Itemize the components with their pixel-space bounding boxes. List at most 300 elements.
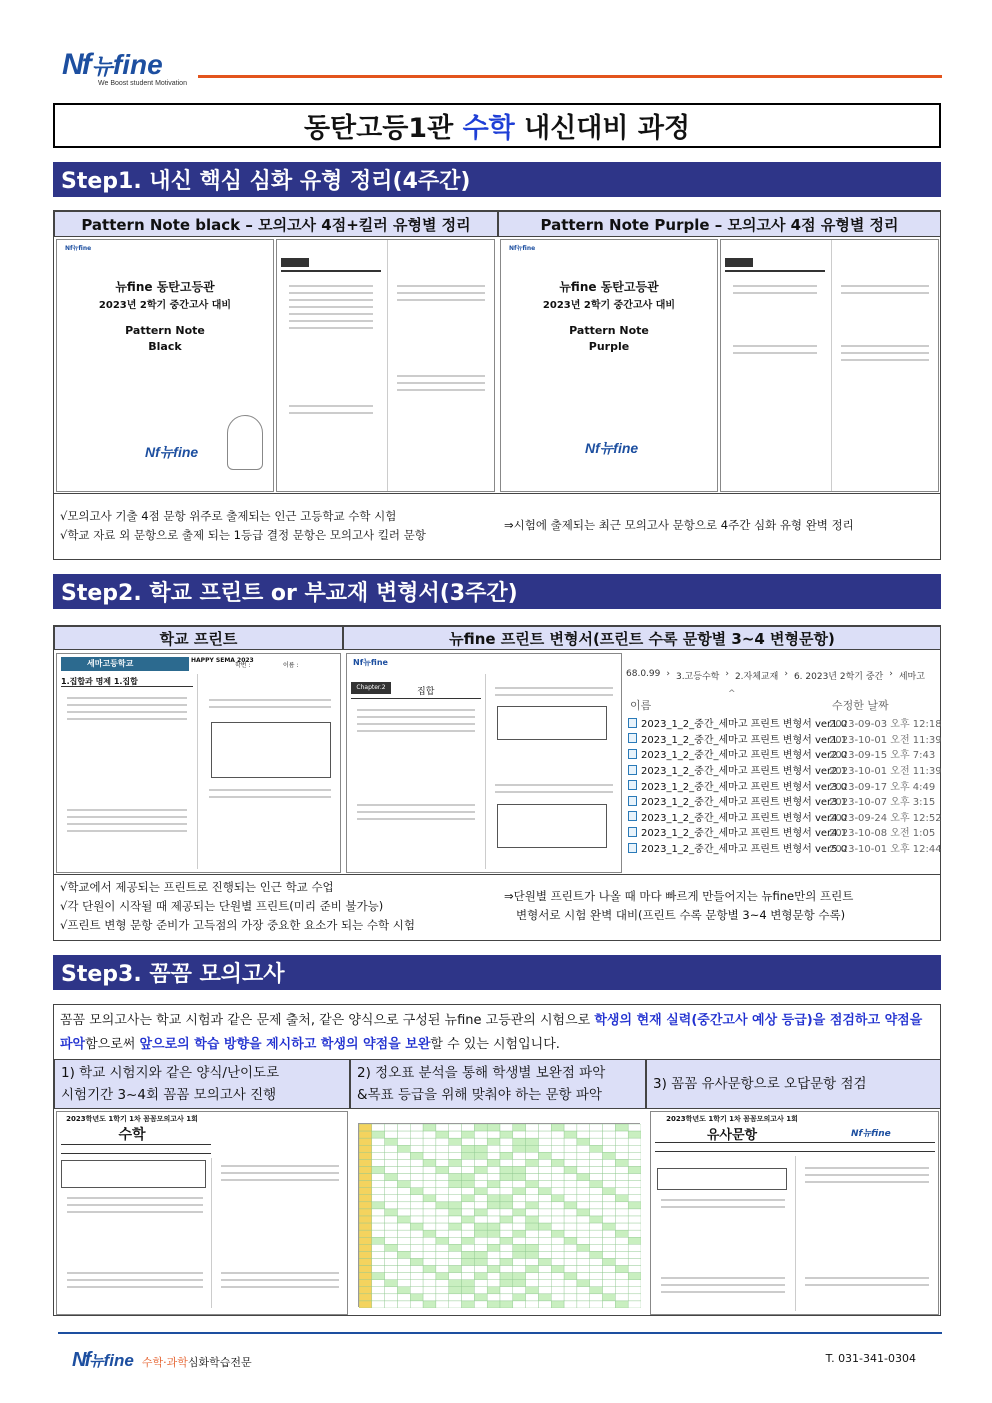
grid-cell bbox=[462, 1188, 475, 1195]
grading-grid bbox=[358, 1123, 640, 1307]
grid-cell bbox=[615, 1258, 628, 1265]
grid-cell bbox=[526, 1152, 539, 1159]
exam-thumb: 2023학년도 1학기 1차 꼼꼼모의고사 1회 수학 bbox=[56, 1111, 348, 1315]
grid-cell bbox=[474, 1280, 487, 1287]
grid-cell bbox=[410, 1124, 423, 1131]
grid-cell bbox=[449, 1131, 462, 1138]
grid-cell bbox=[577, 1159, 590, 1166]
grid-cell bbox=[410, 1166, 423, 1173]
grid-cell bbox=[462, 1181, 475, 1188]
grid-cell bbox=[628, 1188, 641, 1195]
grid-cell bbox=[615, 1138, 628, 1145]
grid-cell bbox=[462, 1159, 475, 1166]
grid-cell bbox=[385, 1273, 398, 1280]
grid-cell bbox=[487, 1273, 500, 1280]
grid-cell bbox=[500, 1273, 513, 1280]
grid-cell bbox=[615, 1230, 628, 1237]
grid-cell bbox=[564, 1124, 577, 1131]
grid-cell bbox=[385, 1258, 398, 1265]
grid-cell bbox=[551, 1294, 564, 1301]
grid-cell bbox=[513, 1209, 526, 1216]
grid-cell bbox=[603, 1131, 616, 1138]
grid-cell bbox=[462, 1209, 475, 1216]
grid-cell bbox=[436, 1258, 449, 1265]
print-chapter: 1.집합과 명제 1.집합 bbox=[61, 677, 138, 686]
grid-cell bbox=[500, 1181, 513, 1188]
grid-cell bbox=[474, 1209, 487, 1216]
step2-note-2: √각 단원이 시작될 때 제공되는 단원별 프린트(미리 준비 불가능) bbox=[60, 899, 384, 913]
file-row[interactable]: 2023_1_2_중간_세마고 프린트 변형서 ver3.1 2023-10-07 오후 3:15 bbox=[628, 793, 942, 809]
grid-cell bbox=[359, 1131, 372, 1138]
grid-cell bbox=[359, 1145, 372, 1152]
grid-cell bbox=[385, 1152, 398, 1159]
page-black-thumb bbox=[276, 239, 495, 492]
grid-cell bbox=[423, 1152, 436, 1159]
grid-cell bbox=[397, 1223, 410, 1230]
grid-cell bbox=[474, 1195, 487, 1202]
grid-cell bbox=[577, 1294, 590, 1301]
grid-cell bbox=[551, 1258, 564, 1265]
school-happy: HAPPY SEMA 2023 bbox=[191, 657, 254, 664]
grid-cell bbox=[564, 1287, 577, 1294]
grid-cell bbox=[474, 1223, 487, 1230]
grid-cell bbox=[474, 1230, 487, 1237]
grid-cell bbox=[513, 1273, 526, 1280]
grid-cell bbox=[436, 1223, 449, 1230]
grid-cell bbox=[487, 1301, 500, 1308]
grid-cell bbox=[551, 1209, 564, 1216]
grid-cell bbox=[410, 1223, 423, 1230]
grid-cell bbox=[577, 1266, 590, 1273]
grid-cell bbox=[462, 1266, 475, 1273]
grid-cell bbox=[423, 1124, 436, 1131]
cover-black-l4: Black bbox=[148, 340, 182, 353]
grid-cell bbox=[551, 1266, 564, 1273]
step3-bar: Step3. 꼼꼼 모의고사 bbox=[53, 955, 941, 990]
title-part1: 동탄고등1관 bbox=[303, 113, 463, 144]
grid-cell bbox=[385, 1287, 398, 1294]
grid-cell bbox=[359, 1188, 372, 1195]
grid-cell bbox=[423, 1287, 436, 1294]
grid-cell bbox=[526, 1237, 539, 1244]
grid-cell bbox=[526, 1301, 539, 1308]
grid-cell bbox=[615, 1202, 628, 1209]
grid-cell bbox=[551, 1230, 564, 1237]
grid-cell bbox=[538, 1273, 551, 1280]
grid-cell bbox=[500, 1152, 513, 1159]
document-icon bbox=[628, 811, 637, 821]
file-row[interactable]: 2023_1_2_중간_세마고 프린트 변형서 ver4.0 2023-09-24 오후 12:52 bbox=[628, 809, 942, 825]
grid-cell bbox=[628, 1266, 641, 1273]
grid-cell bbox=[462, 1280, 475, 1287]
grid-cell bbox=[359, 1166, 372, 1173]
variant-chapter: Chapter.2 bbox=[351, 682, 391, 694]
grid-cell bbox=[526, 1195, 539, 1202]
grid-cell bbox=[513, 1223, 526, 1230]
step2-notes-left bbox=[60, 878, 415, 935]
grid-cell bbox=[410, 1244, 423, 1251]
grid-cell bbox=[564, 1174, 577, 1181]
logo-fine: fine bbox=[112, 49, 163, 80]
grid-cell bbox=[564, 1166, 577, 1173]
grid-cell bbox=[526, 1138, 539, 1145]
document-icon bbox=[628, 749, 637, 759]
col-name-header[interactable]: 이름 bbox=[630, 699, 652, 712]
grid-cell bbox=[474, 1301, 487, 1308]
grid-cell bbox=[615, 1131, 628, 1138]
grid-cell bbox=[385, 1195, 398, 1202]
grid-cell bbox=[449, 1273, 462, 1280]
grid-cell bbox=[410, 1131, 423, 1138]
grid-cell bbox=[526, 1266, 539, 1273]
crumb-1[interactable]: 68.0.99 bbox=[626, 669, 661, 679]
grid-cell bbox=[410, 1216, 423, 1223]
grid-cell bbox=[397, 1266, 410, 1273]
grid-cell bbox=[513, 1301, 526, 1308]
grid-cell bbox=[397, 1230, 410, 1237]
grid-cell bbox=[577, 1258, 590, 1265]
grid-cell bbox=[603, 1138, 616, 1145]
grid-cell bbox=[397, 1152, 410, 1159]
grid-cell bbox=[538, 1202, 551, 1209]
grid-cell bbox=[359, 1223, 372, 1230]
grid-cell bbox=[564, 1301, 577, 1308]
grid-cell bbox=[538, 1266, 551, 1273]
grid-cell bbox=[513, 1166, 526, 1173]
grid-cell bbox=[410, 1294, 423, 1301]
footer-tag-a: 수학·과학 bbox=[141, 1356, 188, 1369]
crumb-5[interactable]: 세마고 bbox=[898, 672, 925, 682]
grid-cell bbox=[449, 1244, 462, 1251]
grid-cell bbox=[487, 1152, 500, 1159]
grid-cell bbox=[449, 1195, 462, 1202]
grid-cell bbox=[487, 1181, 500, 1188]
grid-cell bbox=[385, 1237, 398, 1244]
grid-cell bbox=[615, 1174, 628, 1181]
grid-cell bbox=[526, 1188, 539, 1195]
grid-cell bbox=[500, 1188, 513, 1195]
grid-cell bbox=[372, 1273, 385, 1280]
grid-cell bbox=[372, 1174, 385, 1181]
grid-cell bbox=[474, 1287, 487, 1294]
grid-cell bbox=[423, 1223, 436, 1230]
grid-cell bbox=[423, 1138, 436, 1145]
grid-cell bbox=[551, 1273, 564, 1280]
grid-cell bbox=[487, 1223, 500, 1230]
grid-cell bbox=[359, 1301, 372, 1308]
grid-cell bbox=[603, 1209, 616, 1216]
cover-black-l3: Pattern Note bbox=[125, 324, 205, 337]
grid-cell bbox=[526, 1280, 539, 1287]
step1-head-left: Pattern Note black – 모의고사 4점+킬러 유형별 정리 bbox=[54, 211, 498, 237]
crumb-4[interactable]: 6. 2023년 2학기 중간 bbox=[793, 672, 884, 682]
grid-cell bbox=[564, 1294, 577, 1301]
grid-cell bbox=[474, 1237, 487, 1244]
grid-cell bbox=[436, 1280, 449, 1287]
grid-cell bbox=[577, 1166, 590, 1173]
file-row[interactable]: 2023_1_2_중간_세마고 프린트 변형서 ver4.1 2023-10-08 오전 1:05 bbox=[628, 824, 942, 840]
grid-cell bbox=[551, 1181, 564, 1188]
grid-cell bbox=[436, 1301, 449, 1308]
grid-cell bbox=[385, 1131, 398, 1138]
grid-cell bbox=[628, 1301, 641, 1308]
grid-cell bbox=[449, 1181, 462, 1188]
grid-cell bbox=[372, 1280, 385, 1287]
grid-cell bbox=[423, 1188, 436, 1195]
grid-cell bbox=[615, 1145, 628, 1152]
grid-cell bbox=[397, 1237, 410, 1244]
grid-cell bbox=[449, 1209, 462, 1216]
grid-cell bbox=[487, 1230, 500, 1237]
grid-cell bbox=[385, 1138, 398, 1145]
grid-cell bbox=[551, 1202, 564, 1209]
grid-cell bbox=[487, 1237, 500, 1244]
grid-cell bbox=[449, 1258, 462, 1265]
grid-cell bbox=[590, 1223, 603, 1230]
grid-cell bbox=[423, 1244, 436, 1251]
file-row[interactable]: 2023_1_2_중간_세마고 프린트 변형서 ver2.1 2023-10-01 오전 11:39 bbox=[628, 762, 942, 778]
grid-cell bbox=[462, 1258, 475, 1265]
grid-cell bbox=[538, 1131, 551, 1138]
page-title bbox=[53, 103, 941, 148]
grid-cell bbox=[410, 1280, 423, 1287]
grid-cell bbox=[628, 1174, 641, 1181]
grid-cell bbox=[615, 1301, 628, 1308]
grid-cell bbox=[397, 1188, 410, 1195]
grid-cell bbox=[500, 1138, 513, 1145]
file-row[interactable]: 2023_1_2_중간_세마고 프린트 변형서 ver1.0 2023-09-03 오후 12:18 bbox=[628, 715, 942, 731]
grid-cell bbox=[397, 1166, 410, 1173]
grid-cell bbox=[372, 1230, 385, 1237]
breadcrumb: 68.0.99 › 3.고등수학 › 2.자체교재 › 6. 2023년 2학기 중간 › 세마고 bbox=[626, 669, 925, 682]
grid-cell bbox=[372, 1266, 385, 1273]
file-list bbox=[628, 715, 942, 855]
grid-cell bbox=[436, 1287, 449, 1294]
grid-cell bbox=[628, 1159, 641, 1166]
grid-cell bbox=[513, 1266, 526, 1273]
grid-cell bbox=[385, 1202, 398, 1209]
grid-cell bbox=[564, 1244, 577, 1251]
grid-cell bbox=[513, 1195, 526, 1202]
grid-cell bbox=[359, 1138, 372, 1145]
title-subject: 수학 bbox=[462, 113, 515, 144]
grid-cell bbox=[487, 1138, 500, 1145]
grid-cell bbox=[500, 1237, 513, 1244]
brand-logo bbox=[62, 48, 187, 87]
step3-intro: 꼼꼼 모의고사는 학교 시험과 같은 문제 출처, 같은 양식으로 구성된 뉴fine 고등관의 시험으로 학생의 현재 실력(중간고사 예상 등급)을 점검하고 약점을 파악함으로써 앞으로의 학습 방향을 제시하고 학생의 약점을 보완할 수 있는 시험입니다. bbox=[60, 1013, 923, 1052]
grid-cell bbox=[603, 1251, 616, 1258]
label-name: 이름 : bbox=[283, 662, 299, 669]
grid-cell bbox=[423, 1174, 436, 1181]
crumb-3[interactable]: 2.자체교재 bbox=[734, 672, 779, 682]
grid-cell bbox=[449, 1223, 462, 1230]
school-name: 세마고등학교 bbox=[61, 657, 189, 671]
file-row[interactable]: 2023_1_2_중간_세마고 프린트 변형서 ver5.0 2023-10-01 오후 12:44 bbox=[628, 840, 942, 856]
grid-cell bbox=[423, 1216, 436, 1223]
grid-cell bbox=[487, 1209, 500, 1216]
grid-cell bbox=[359, 1202, 372, 1209]
grid-cell bbox=[372, 1244, 385, 1251]
grid-cell bbox=[513, 1258, 526, 1265]
grid-cell bbox=[538, 1188, 551, 1195]
grid-cell bbox=[487, 1266, 500, 1273]
grid-cell bbox=[526, 1181, 539, 1188]
grid-cell bbox=[577, 1280, 590, 1287]
grid-cell bbox=[372, 1301, 385, 1308]
grid-cell bbox=[590, 1244, 603, 1251]
grid-cell bbox=[500, 1258, 513, 1265]
grid-cell bbox=[628, 1124, 641, 1131]
grid-cell bbox=[423, 1181, 436, 1188]
grid-cell bbox=[436, 1202, 449, 1209]
grid-cell bbox=[615, 1287, 628, 1294]
grid-cell bbox=[372, 1237, 385, 1244]
grid-cell bbox=[423, 1195, 436, 1202]
grid-cell bbox=[551, 1166, 564, 1173]
cover-purple-l4: Purple bbox=[588, 340, 630, 353]
grid-cell bbox=[628, 1138, 641, 1145]
grid-cell bbox=[538, 1152, 551, 1159]
grid-cell bbox=[449, 1301, 462, 1308]
grid-cell bbox=[615, 1237, 628, 1244]
grid-cell bbox=[436, 1216, 449, 1223]
grid-cell bbox=[577, 1138, 590, 1145]
grid-cell bbox=[474, 1124, 487, 1131]
logo-nf: Nf bbox=[62, 48, 90, 81]
grid-cell bbox=[372, 1195, 385, 1202]
grid-cell bbox=[577, 1188, 590, 1195]
grid-cell bbox=[590, 1230, 603, 1237]
grid-cell bbox=[615, 1216, 628, 1223]
grid-cell bbox=[551, 1280, 564, 1287]
grid-cell bbox=[603, 1181, 616, 1188]
grid-cell bbox=[551, 1287, 564, 1294]
grid-cell bbox=[436, 1273, 449, 1280]
grid-cell bbox=[590, 1294, 603, 1301]
grid-cell bbox=[462, 1138, 475, 1145]
file-row[interactable]: 2023_1_2_중간_세마고 프린트 변형서 ver3.0 2023-09-17 오후 4:49 bbox=[628, 777, 942, 793]
grid-cell bbox=[577, 1223, 590, 1230]
grid-cell bbox=[487, 1124, 500, 1131]
grid-cell bbox=[449, 1294, 462, 1301]
file-row[interactable]: 2023_1_2_중간_세마고 프린트 변형서 ver1.1 2023-10-01 오전 11:39 bbox=[628, 731, 942, 747]
grid-cell bbox=[462, 1124, 475, 1131]
header-divider bbox=[198, 75, 942, 78]
grid-cell bbox=[577, 1244, 590, 1251]
grid-cell bbox=[500, 1159, 513, 1166]
grid-cell bbox=[538, 1216, 551, 1223]
grid-cell bbox=[462, 1152, 475, 1159]
grid-cell bbox=[359, 1266, 372, 1273]
grid-cell bbox=[590, 1258, 603, 1265]
grid-cell bbox=[474, 1152, 487, 1159]
grid-cell bbox=[423, 1266, 436, 1273]
grid-cell bbox=[423, 1251, 436, 1258]
grid-cell bbox=[372, 1152, 385, 1159]
grid-cell bbox=[449, 1287, 462, 1294]
grid-cell bbox=[628, 1202, 641, 1209]
grid-cell bbox=[436, 1230, 449, 1237]
grid-cell bbox=[577, 1273, 590, 1280]
grid-cell bbox=[590, 1202, 603, 1209]
grid-cell bbox=[538, 1301, 551, 1308]
grid-cell bbox=[603, 1166, 616, 1173]
grid-cell bbox=[487, 1145, 500, 1152]
document-icon bbox=[628, 780, 637, 790]
grid-cell bbox=[577, 1202, 590, 1209]
grid-cell bbox=[500, 1145, 513, 1152]
grid-cell bbox=[449, 1166, 462, 1173]
grid-cell bbox=[615, 1244, 628, 1251]
grid-cell bbox=[449, 1251, 462, 1258]
step2-note-right-1: ⇒단원별 프린트가 나올 때 마다 빠르게 만들어지는 뉴fine만의 프린트 bbox=[504, 889, 854, 903]
cover-purple-l3: Pattern Note bbox=[569, 324, 649, 337]
grid-cell bbox=[436, 1174, 449, 1181]
grid-cell bbox=[397, 1195, 410, 1202]
grid-cell bbox=[590, 1124, 603, 1131]
grid-cell bbox=[423, 1159, 436, 1166]
grid-cell bbox=[551, 1152, 564, 1159]
grid-cell bbox=[423, 1230, 436, 1237]
grid-cell bbox=[564, 1159, 577, 1166]
grid-cell bbox=[603, 1216, 616, 1223]
grid-cell bbox=[564, 1237, 577, 1244]
grid-cell bbox=[449, 1237, 462, 1244]
cover-black-thumb: Nf뉴fine 뉴fine 동탄고등관 2023년 2학기 중간고사 대비 Pattern Note Black Nf뉴fine bbox=[56, 239, 274, 492]
grid-cell bbox=[603, 1280, 616, 1287]
grid-cell bbox=[615, 1209, 628, 1216]
grid-cell bbox=[462, 1237, 475, 1244]
grid-cell bbox=[487, 1244, 500, 1251]
grid-cell bbox=[462, 1251, 475, 1258]
grid-cell bbox=[590, 1181, 603, 1188]
col-date-header[interactable]: 수정한 날짜 bbox=[832, 699, 889, 712]
grid-cell bbox=[423, 1145, 436, 1152]
grid-cell bbox=[603, 1223, 616, 1230]
grid-cell bbox=[462, 1273, 475, 1280]
grid-cell bbox=[462, 1166, 475, 1173]
grid-cell bbox=[436, 1124, 449, 1131]
grid-cell bbox=[538, 1223, 551, 1230]
grid-cell bbox=[551, 1237, 564, 1244]
grid-cell bbox=[397, 1294, 410, 1301]
grid-cell bbox=[603, 1244, 616, 1251]
grid-cell bbox=[590, 1273, 603, 1280]
cover-purple-l1: 뉴fine 동탄고등관 bbox=[559, 280, 659, 294]
grid-cell bbox=[590, 1145, 603, 1152]
grid-cell bbox=[526, 1124, 539, 1131]
grid-cell bbox=[500, 1287, 513, 1294]
grid-cell bbox=[603, 1301, 616, 1308]
grid-cell bbox=[449, 1230, 462, 1237]
grid-cell bbox=[462, 1145, 475, 1152]
grid-cell bbox=[385, 1159, 398, 1166]
file-row[interactable]: 2023_1_2_중간_세마고 프린트 변형서 ver2.0 2023-09-15 오후 7:43 bbox=[628, 746, 942, 762]
grid-cell bbox=[410, 1159, 423, 1166]
document-icon bbox=[628, 827, 637, 837]
grid-cell bbox=[462, 1202, 475, 1209]
crumb-2[interactable]: 3.고등수학 bbox=[675, 672, 720, 682]
grid-cell bbox=[372, 1188, 385, 1195]
step2-note-right-2: 변형서로 시험 완벽 대비(프린트 수록 문항별 3~4 변형문항 수록) bbox=[516, 908, 846, 922]
grid-cell bbox=[474, 1131, 487, 1138]
grid-cell bbox=[513, 1244, 526, 1251]
grid-cell bbox=[462, 1244, 475, 1251]
grid-cell bbox=[564, 1280, 577, 1287]
grid-cell bbox=[538, 1237, 551, 1244]
grid-cell bbox=[590, 1237, 603, 1244]
step1-notes-left bbox=[60, 507, 426, 545]
